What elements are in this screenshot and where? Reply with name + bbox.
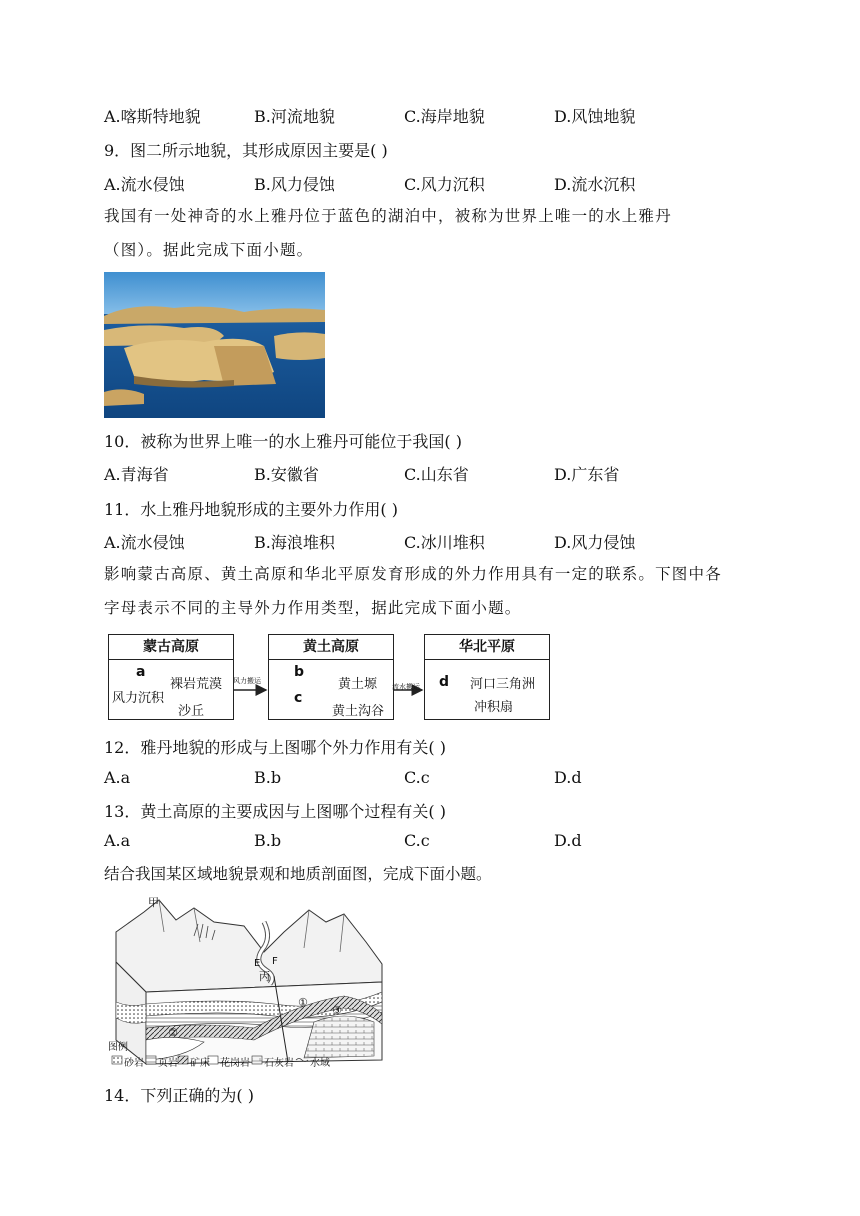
option-c: C.c [404, 831, 430, 850]
external-forces-diagram [104, 630, 550, 722]
q9-options [104, 172, 804, 196]
legend-ore: 矿床 [190, 1058, 210, 1069]
option-a: A.a [104, 768, 131, 787]
label-bing: 丙 [259, 970, 270, 983]
box-title: 蒙古高原 [109, 635, 233, 660]
result-bare-rock-desert: 裸岩荒漠 [170, 677, 223, 692]
question-11-stem: 11．水上雅丹地貌形成的主要外力作用( ) [104, 500, 398, 519]
result-delta: 河口三角洲 [470, 677, 536, 692]
legend-water: 水域 [310, 1058, 330, 1069]
label-2: ② [168, 1026, 178, 1039]
label-c: c [294, 690, 303, 706]
option-d: D.风力侵蚀 [554, 533, 636, 552]
legend-title: 图例 [108, 1042, 128, 1053]
q12-options [104, 768, 804, 792]
q11-options [104, 530, 804, 554]
option-c: C.海岸地貌 [404, 107, 485, 126]
box-title: 黄土高原 [269, 635, 393, 660]
label-d: d [439, 674, 450, 690]
passage-plateaus [104, 557, 756, 625]
label-wind-deposition: 风力沉积 [112, 691, 165, 706]
passage-line: （图）。据此完成下面小题。 [104, 241, 314, 259]
label-e: E [254, 958, 261, 969]
passage-line: 字母表示不同的主导外力作用类型，据此完成下面小题。 [104, 599, 522, 617]
option-b: B.安徽省 [254, 465, 319, 484]
q10-options [104, 462, 804, 486]
option-a: A.a [104, 831, 131, 850]
option-d: D.风蚀地貌 [554, 107, 636, 126]
option-d: D.广东省 [554, 465, 620, 484]
legend-granite: 花岗岩 [220, 1058, 250, 1069]
option-d: D.流水沉积 [554, 175, 636, 194]
label-b: b [294, 664, 305, 680]
option-a: A.青海省 [104, 465, 169, 484]
question-14-stem: 14．下列正确的为( ) [104, 1086, 254, 1105]
result-alluvial-fan: 冲积扇 [474, 700, 514, 715]
option-a: A.流水侵蚀 [104, 533, 185, 552]
passage-line: 影响蒙古高原、黄土高原和华北平原发育形成的外力作用具有一定的联系。下图中各 [104, 565, 722, 583]
result-dunes: 沙丘 [178, 704, 205, 719]
option-a: A.喀斯特地貌 [104, 107, 201, 126]
option-c: C.冰川堆积 [404, 533, 485, 552]
legend-limestone: 石灰岩 [264, 1058, 294, 1069]
passage-line: 我国有一处神奇的水上雅丹位于蓝色的湖泊中，被称为世界上唯一的水上雅丹 [104, 207, 672, 225]
q13-options [104, 831, 804, 855]
label-a: a [136, 664, 146, 680]
option-a: A.流水侵蚀 [104, 175, 185, 194]
option-d: D.d [554, 768, 582, 787]
option-d: D.d [554, 831, 582, 850]
box-title: 华北平原 [425, 635, 549, 660]
question-13-stem: 13．黄土高原的主要成因与上图哪个过程有关( ) [104, 802, 446, 821]
result-loess-tableland: 黄土塬 [338, 677, 378, 692]
label-1: ① [298, 996, 308, 1009]
option-c: C.风力沉积 [404, 175, 485, 194]
geologic-section-diagram [104, 892, 384, 1070]
question-12-stem: 12．雅丹地貌的形成与上图哪个外力作用有关( ) [104, 738, 446, 757]
result-loess-gully: 黄土沟谷 [332, 704, 385, 719]
question-10-stem: 10．被称为世界上唯一的水上雅丹可能位于我国( ) [104, 432, 462, 451]
option-c: C.c [404, 768, 430, 787]
legend-sandstone: 砂岩 [124, 1058, 144, 1069]
option-b: B.b [254, 831, 282, 850]
label-f: F [272, 956, 278, 967]
label-3: ③ [332, 1004, 342, 1017]
passage-yardang [104, 199, 756, 267]
arrow-label-water-transport: 流水搬运 [392, 683, 420, 691]
arrow-label-wind-transport: 风力搬运 [233, 677, 261, 685]
q8-options [104, 104, 804, 128]
option-b: B.河流地貌 [254, 107, 335, 126]
option-b: B.b [254, 768, 282, 787]
passage-geologic: 结合我国某区域地貌景观和地质剖面图，完成下面小题。 [104, 865, 492, 883]
water-yardang-photo [104, 272, 325, 418]
option-c: C.山东省 [404, 465, 469, 484]
option-b: B.海浪堆积 [254, 533, 335, 552]
question-9-stem: 9．图二所示地貌，其形成原因主要是( ) [104, 141, 388, 160]
legend-shale: 页岩 [158, 1058, 178, 1069]
label-jia: 甲 [148, 896, 159, 909]
option-b: B.风力侵蚀 [254, 175, 335, 194]
